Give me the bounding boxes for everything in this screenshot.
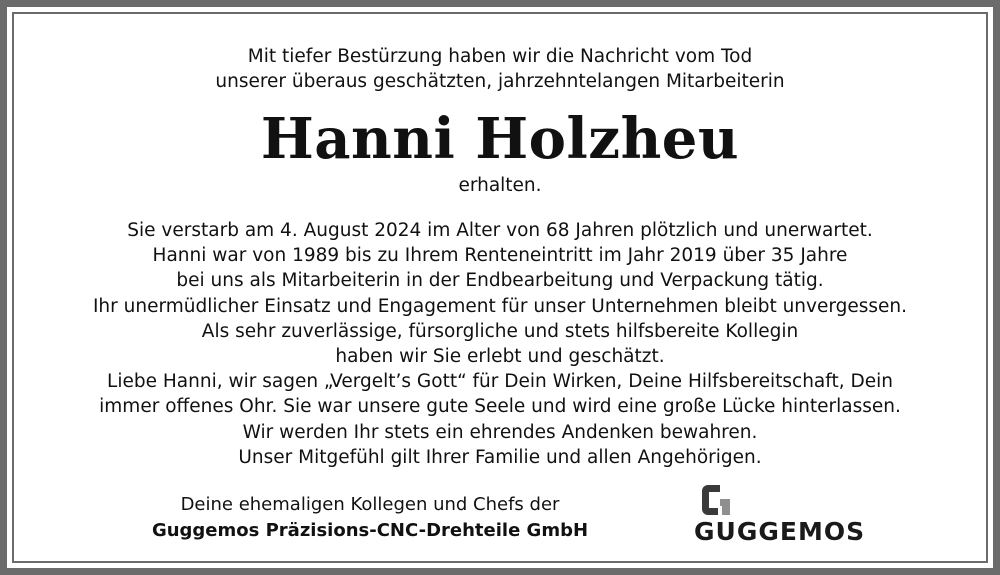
logo-wordmark: GUGGEMOS (694, 517, 866, 546)
body-line: Liebe Hanni, wir sagen „Vergelt’s Gott“ für Dein Wirken, Deine Hilfsbereitschaft, Dein (107, 371, 893, 393)
intro-text (0, 44, 1000, 94)
body-line: bei uns als Mitarbeiterin in der Endbearbeitung und Verpackung tätig. (176, 270, 824, 292)
body-line: Ihr unermüdlicher Einsatz und Engagement für unser Unternehmen bleibt unvergessen. (92, 295, 908, 317)
body-line: Wir werden Ihr stets ein ehrendes Andenken bewahren. (242, 421, 758, 443)
body-line: Als sehr zuverlässige, fürsorgliche und stets hilfsbereite Kollegin (201, 320, 799, 342)
body-line: Hanni war von 1989 bis zu Ihrem Renteneintritt im Jahr 2019 über 35 Jahre (152, 245, 848, 267)
deceased-name: Hanni Holzheu (260, 106, 740, 172)
body-line: Unser Mitgefühl gilt Ihrer Familie und allen Angehörigen. (238, 446, 762, 468)
guggemos-g-icon (700, 483, 736, 517)
received-text: erhalten. (458, 175, 542, 196)
intro-line: Mit tiefer Bestürzung haben wir die Nachricht vom Tod (247, 46, 753, 67)
company-logo (690, 483, 890, 553)
body-line: immer offenes Ohr. Sie war unsere gute Seele und wird eine große Lücke hinterlassen. (99, 396, 901, 418)
body-line: haben wir Sie erlebt und geschätzt. (335, 346, 665, 368)
obituary-body (0, 218, 1000, 470)
company-name: Guggemos Präzisions-CNC-Drehteile GmbH (151, 520, 589, 541)
intro-line: unserer überaus geschätzten, jahrzehntelangen Mitarbeiterin (215, 71, 785, 92)
signature-block (120, 492, 620, 544)
body-line: Sie verstarb am 4. August 2024 im Alter von 68 Jahren plötzlich und unerwartet. (127, 220, 873, 241)
signature-line: Deine ehemaligen Kollegen und Chefs der (180, 494, 560, 515)
